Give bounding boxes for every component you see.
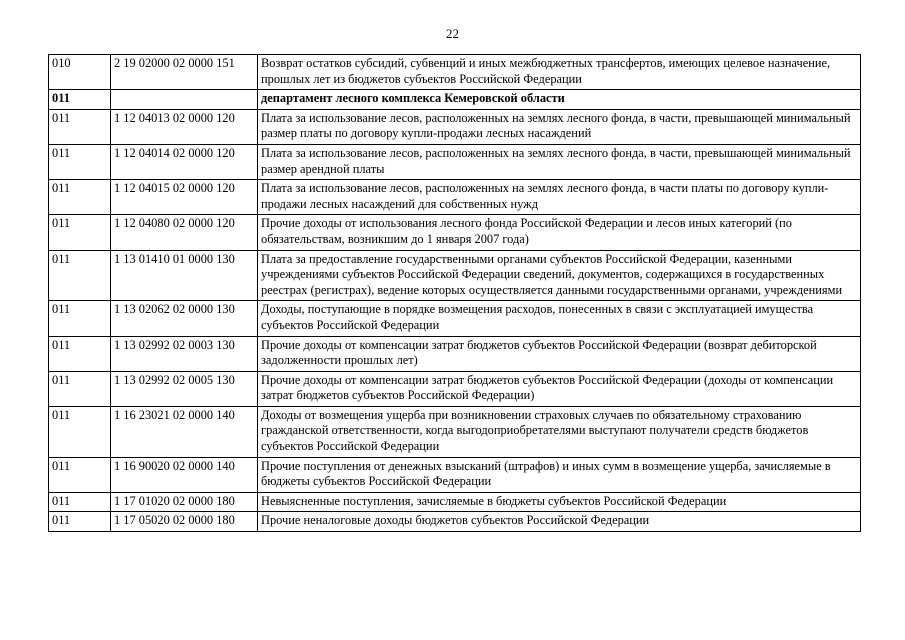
income-name-cell: Прочие поступления от денежных взысканий (штрафов) и иных сумм в возмещение ущерба, зачисляемые в бюджеты субъектов Российской Федерации — [258, 457, 861, 492]
table-row — [49, 336, 861, 371]
admin-code-cell: 010 — [49, 55, 111, 90]
table-row — [49, 215, 861, 250]
budget-code-cell: 2 19 02000 02 0000 151 — [111, 55, 258, 90]
income-name-cell: Доходы от возмещения ущерба при возникновении страховых случаев по обязательному страхованию гражданской ответственности, когда выгодоприобретателями выступают получатели средств бюджетов субъектов Российской Федерации — [258, 406, 861, 457]
income-name-cell: Прочие доходы от использования лесного фонда Российской Федерации и лесов иных категорий (по обязательствам, возникшим до 1 января 2007 года) — [258, 215, 861, 250]
admin-code-cell: 011 — [49, 406, 111, 457]
table-row — [49, 301, 861, 336]
admin-code-cell: 011 — [49, 144, 111, 179]
budget-code-cell: 1 17 05020 02 0000 180 — [111, 512, 258, 532]
table-row — [49, 144, 861, 179]
table-row — [49, 55, 861, 90]
admin-code-cell: 011 — [49, 180, 111, 215]
income-name-cell: Невыясненные поступления, зачисляемые в бюджеты субъектов Российской Федерации — [258, 492, 861, 512]
budget-classification-table — [48, 54, 861, 532]
budget-code-cell: 1 13 01410 01 0000 130 — [111, 250, 258, 301]
budget-code-cell: 1 13 02992 02 0003 130 — [111, 336, 258, 371]
income-name-cell: Плата за использование лесов, расположенных на землях лесного фонда, в части платы по договору купли-продажи лесных насаждений для собственных нужд — [258, 180, 861, 215]
table-row — [49, 371, 861, 406]
admin-code-cell: 011 — [49, 301, 111, 336]
income-name-cell: Прочие доходы от компенсации затрат бюджетов субъектов Российской Федерации (возврат дебиторской задолженности прошлых лет) — [258, 336, 861, 371]
table-row — [49, 406, 861, 457]
admin-code-cell: 011 — [49, 492, 111, 512]
table-row — [49, 512, 861, 532]
income-name-cell: Плата за использование лесов, расположенных на землях лесного фонда, в части, превышающей минимальный размер платы по договору купли-продажи лесных насаждений — [258, 109, 861, 144]
table-row — [49, 492, 861, 512]
income-name-cell: Плата за предоставление государственными органами субъектов Российской Федерации, казенными учреждениями субъектов Российской Федерации сведений, документов, содержащихся в государственных реестрах (регистрах), ведение которых осуществляется данными государственными органами, учреждениями — [258, 250, 861, 301]
admin-code-cell: 011 — [49, 336, 111, 371]
admin-code-cell: 011 — [49, 215, 111, 250]
budget-code-cell: 1 16 23021 02 0000 140 — [111, 406, 258, 457]
admin-code-cell: 011 — [49, 371, 111, 406]
table-body — [49, 55, 861, 532]
budget-code-cell: 1 12 04013 02 0000 120 — [111, 109, 258, 144]
income-name-cell: департамент лесного комплекса Кемеровской области — [258, 90, 861, 110]
admin-code-cell: 011 — [49, 90, 111, 110]
admin-code-cell: 011 — [49, 512, 111, 532]
section-header-row — [49, 90, 861, 110]
income-name-cell: Возврат остатков субсидий, субвенций и иных межбюджетных трансфертов, имеющих целевое назначение, прошлых лет из бюджетов субъектов Российской Федерации — [258, 55, 861, 90]
budget-code-cell: 1 12 04080 02 0000 120 — [111, 215, 258, 250]
budget-code-cell: 1 17 01020 02 0000 180 — [111, 492, 258, 512]
income-name-cell: Плата за использование лесов, расположенных на землях лесного фонда, в части, превышающей минимальный размер арендной платы — [258, 144, 861, 179]
admin-code-cell: 011 — [49, 457, 111, 492]
admin-code-cell: 011 — [49, 109, 111, 144]
budget-code-cell: 1 13 02062 02 0000 130 — [111, 301, 258, 336]
income-name-cell: Прочие доходы от компенсации затрат бюджетов субъектов Российской Федерации (доходы от компенсации затрат бюджетов субъектов Российской Федерации) — [258, 371, 861, 406]
income-name-cell: Прочие неналоговые доходы бюджетов субъектов Российской Федерации — [258, 512, 861, 532]
income-name-cell: Доходы, поступающие в порядке возмещения расходов, понесенных в связи с эксплуатацией имущества субъектов Российской Федерации — [258, 301, 861, 336]
budget-code-cell: 1 12 04015 02 0000 120 — [111, 180, 258, 215]
budget-code-cell — [111, 90, 258, 110]
table-row — [49, 457, 861, 492]
budget-code-cell: 1 12 04014 02 0000 120 — [111, 144, 258, 179]
table-row — [49, 109, 861, 144]
page-number: 22 — [446, 26, 459, 41]
table-row — [49, 250, 861, 301]
budget-code-cell: 1 13 02992 02 0005 130 — [111, 371, 258, 406]
budget-code-cell: 1 16 90020 02 0000 140 — [111, 457, 258, 492]
admin-code-cell: 011 — [49, 250, 111, 301]
table-row — [49, 180, 861, 215]
